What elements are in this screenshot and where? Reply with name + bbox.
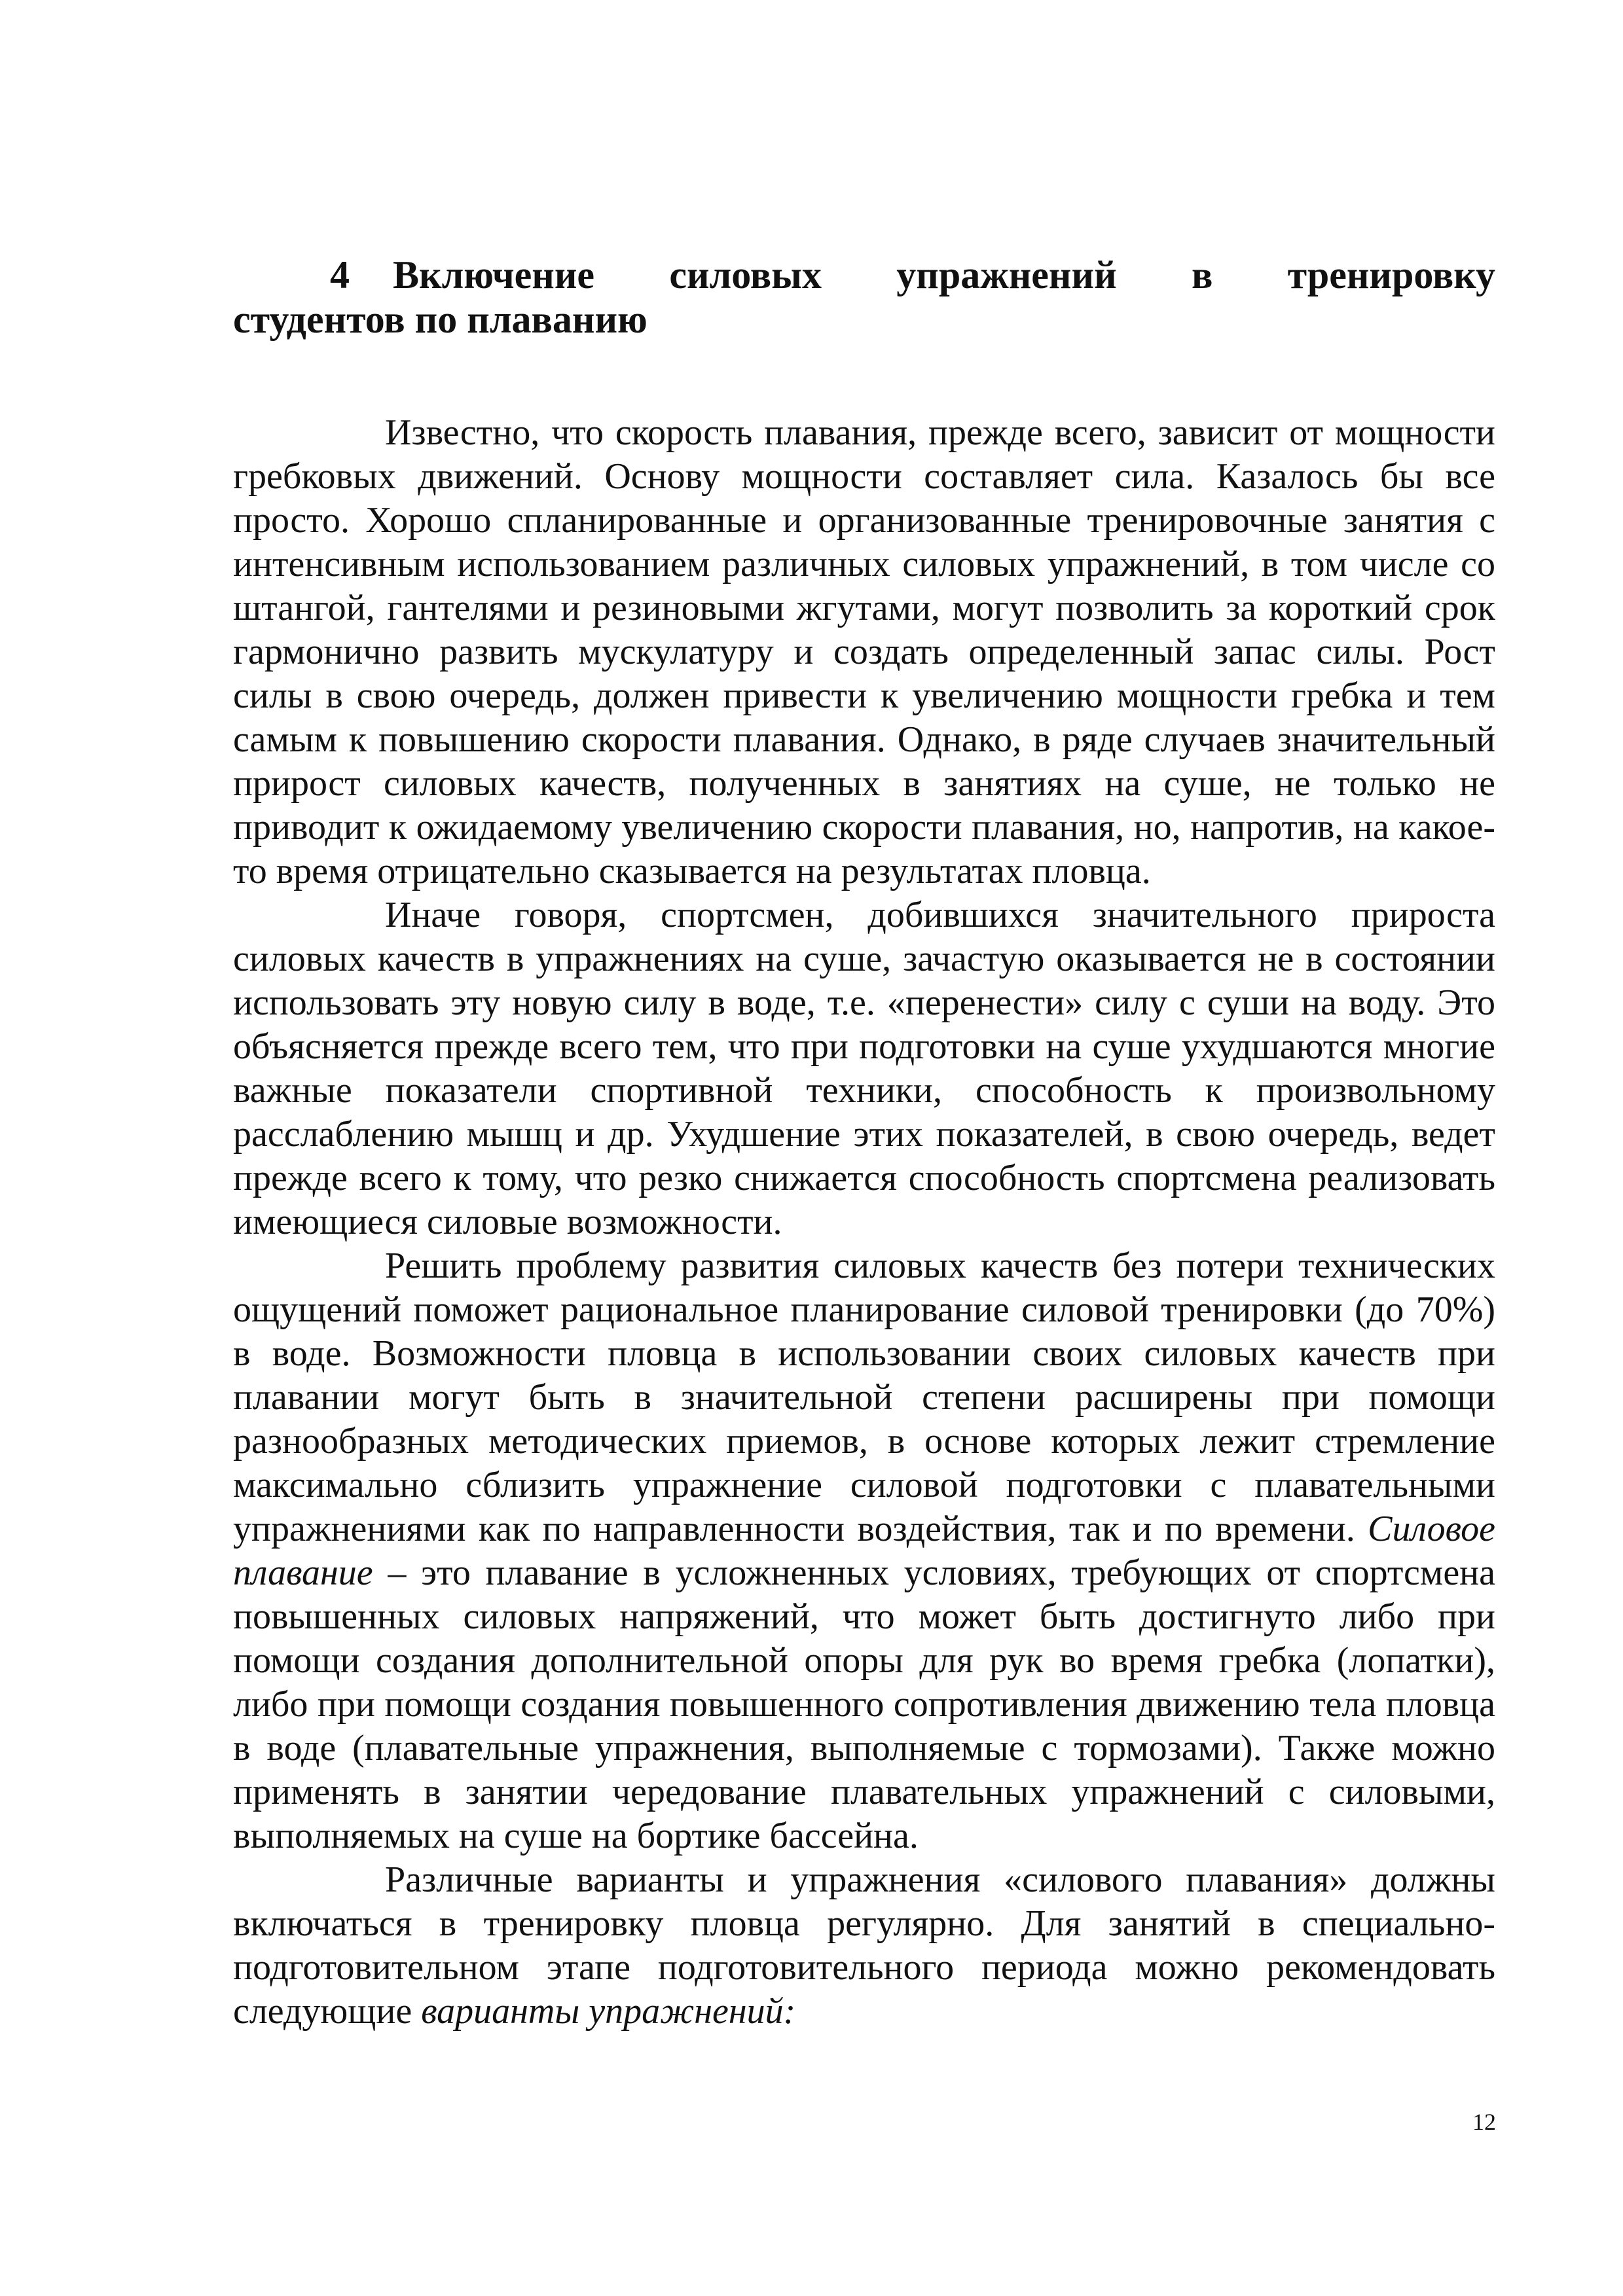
page-number: 12 [1472, 2109, 1496, 2135]
paragraph-3-text-b: – это плавание в усложненных условиях, требующих от спортсмена повышенных силовых напряжений, что может быть достигнуто либо при помощи создания дополнительной опоры для рук во время гребка (лопатки), либо при помощи создания повышенного сопротивления движению тела пловца в воде (плавательные упражнения, выполняемые с тормозами). Также можно применять в занятии чередование плавательных упражнений с силовыми, выполняемых на суше на бортике бассейна. [233, 1552, 1495, 1856]
paragraph-4 [233, 1858, 1495, 2034]
paragraph-4-text: Различные варианты и упражнения «силового плавания» должны включаться в тренировку пловца регулярно. Для занятий в специально-подготовительном этапе подготовительного периода можно рекомендовать следующие [233, 1859, 1495, 2032]
heading-text-line-2: студентов по плаванию [233, 298, 647, 341]
heading-text-line-1: Включение силовых упражнений в тренировку [393, 253, 1495, 296]
section-number: 4 [330, 253, 350, 296]
heading-line-1 [233, 253, 1495, 297]
paragraph-1: Известно, что скорость плавания, прежде всего, зависит от мощности гребковых движений. Основу мощности составляет сила. Казалось бы все просто. Хорошо спланированные и организованные тренировочные занятия с интенсивным использованием различных силовых упражнений, в том числе со штангой, гантелями и резиновыми жгутами, могут позволить за короткий срок гармонично развить мускулатуру и создать определенный запас силы. Рост силы в свою очередь, должен привести к увеличению мощности гребка и тем самым к повышению скорости плавания. Однако, в ряде случаев значительный прирост силовых качеств, полученных в занятиях на суше, не только не приводит к ожидаемому увеличению скорости плавания, но, напротив, на какое-то время отрицательно сказывается на результатах пловца. [233, 412, 1495, 891]
body-text [233, 411, 1495, 2034]
paragraph-3-term: Силовое плавание [233, 1509, 1495, 1593]
paragraph-3 [233, 1244, 1495, 1858]
paragraph-2: Иначе говоря, спортсмен, добившихся значительного прироста силовых качеств в упражнениях на суше, зачастую оказывается не в состоянии использовать эту новую силу в воде, т.е. «перенести» силу с суши на воду. Это объясняется прежде всего тем, что при подготовки на суше ухудшаются многие важные показатели спортивной техники, способность к произвольному расслаблению мышц и др. Ухудшение этих показателей, в свою очередь, ведет прежде всего к тому, что резко снижается способность спортсмена реализовать имеющиеся силовые возможности. [233, 895, 1495, 1242]
section-heading [233, 253, 1495, 342]
paragraph-4-term: варианты упражнений: [421, 1991, 796, 2032]
paragraph-3-text-a: Решить проблему развития силовых качеств без потери технических ощущений поможет рациональное планирование силовой тренировки (до 70%) в воде. Возможности пловца в использовании своих силовых качеств при плавании могут быть в значительной степени расширены при помощи разнообразных методических приемов, в основе которых лежит стремление максимально сблизить упражнение силовой подготовки с плавательными упражнениями как по направленности воздействия, так и по времени. [233, 1246, 1495, 1549]
